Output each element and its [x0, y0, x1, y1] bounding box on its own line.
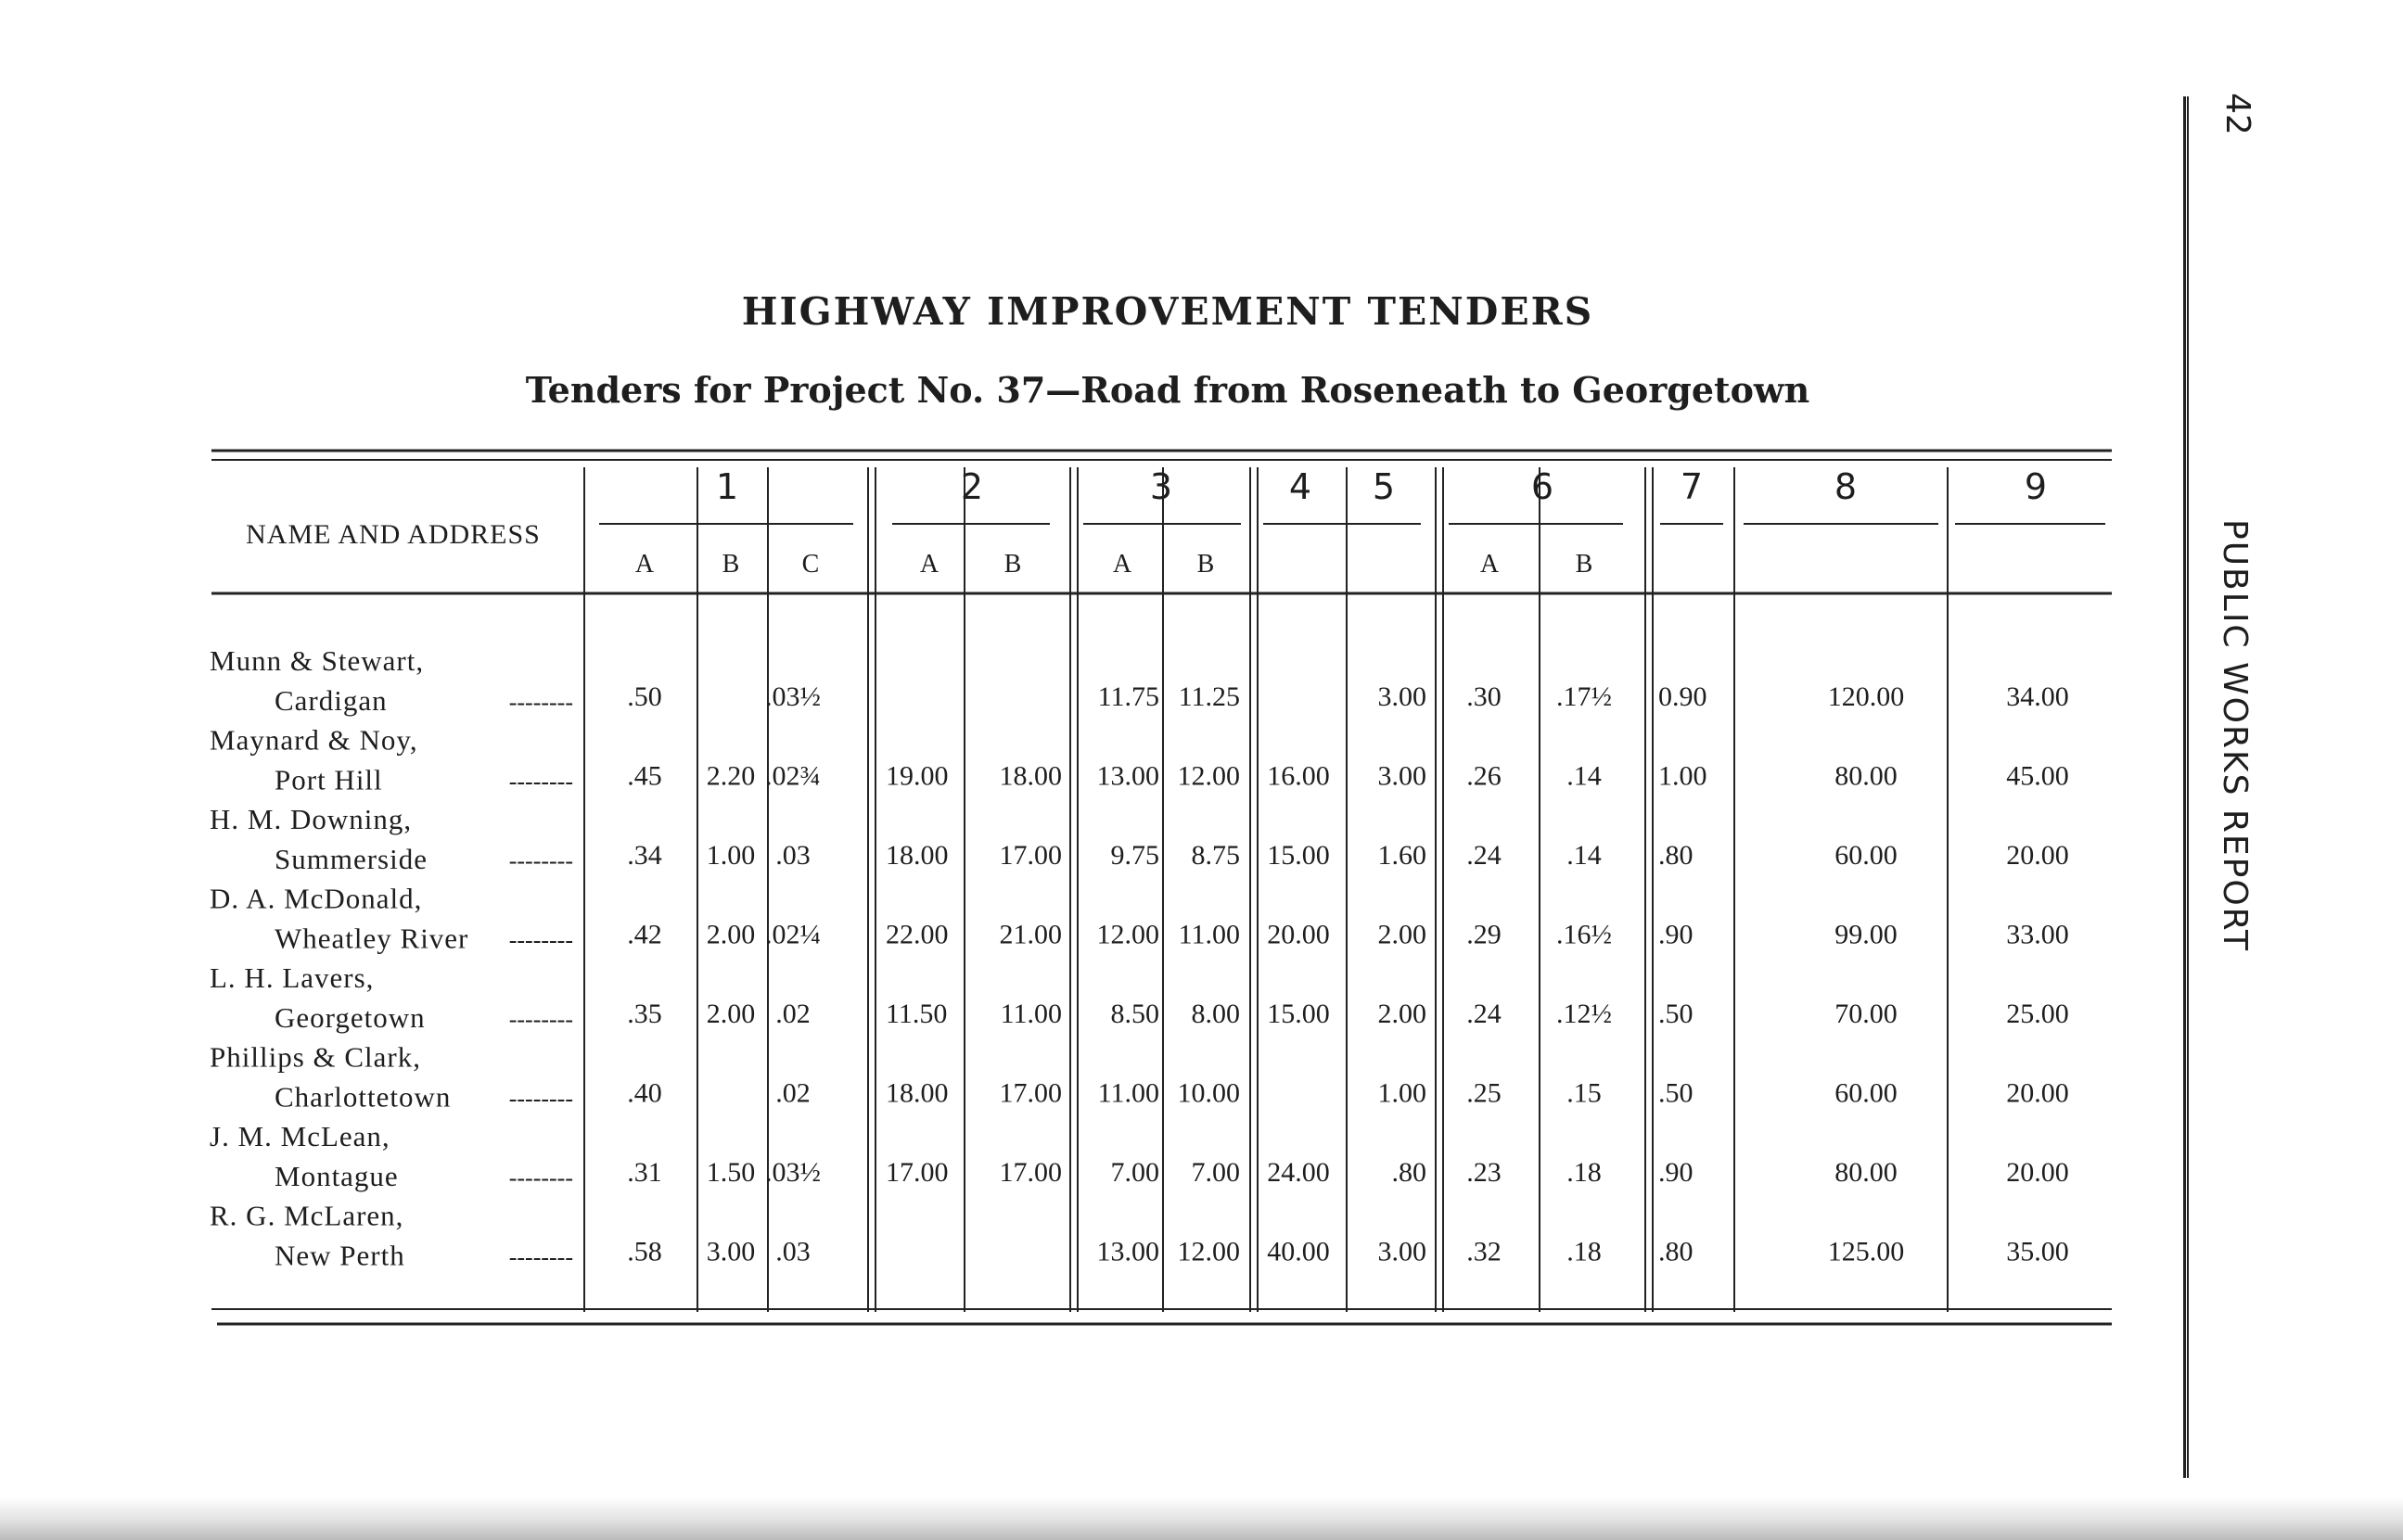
- tender-value: 11.00: [1178, 919, 1240, 950]
- column-sub-label: C: [801, 550, 820, 579]
- name-address-header: NAME AND ADDRESS: [246, 519, 541, 550]
- tender-value: 8.50: [1110, 999, 1159, 1029]
- tender-value: 20.00: [2006, 1077, 2069, 1109]
- tender-value: .12½: [1556, 999, 1612, 1029]
- tender-value: 1.00: [706, 840, 756, 871]
- leader-dashes: --------: [508, 1165, 573, 1191]
- tender-value: .17½: [1556, 681, 1612, 712]
- tender-value: .14: [1566, 840, 1602, 871]
- column-group-label: 3: [1149, 466, 1173, 507]
- document-title: HIGHWAY IMPROVEMENT TENDERS: [741, 289, 1594, 334]
- running-head: PUBLIC WORKS REPORT: [2216, 519, 2254, 953]
- tender-value: 12.00: [1096, 919, 1159, 950]
- tender-value: .03½: [765, 681, 821, 712]
- column-sub-label: A: [1479, 550, 1500, 579]
- tender-value: 11.00: [1097, 1077, 1159, 1109]
- page-number: 42: [2218, 93, 2256, 135]
- tender-name: R. G. McLaren,: [210, 1199, 404, 1232]
- tender-value: 35.00: [2006, 1236, 2069, 1267]
- tender-value: .14: [1566, 760, 1602, 792]
- tender-value: .18: [1566, 1236, 1602, 1267]
- tender-address: Cardigan: [275, 684, 388, 717]
- tender-value: .16½: [1556, 919, 1612, 950]
- tender-value: .29: [1466, 919, 1502, 950]
- tender-value: 11.25: [1178, 681, 1240, 712]
- tender-value: 3.00: [1377, 760, 1426, 792]
- leader-dashes: --------: [508, 1243, 573, 1271]
- tender-name: Phillips & Clark,: [210, 1040, 421, 1074]
- tender-value: .58: [627, 1236, 662, 1267]
- leader-dashes: --------: [508, 689, 573, 716]
- tender-value: .34: [627, 840, 662, 871]
- tender-value: .03½: [765, 1157, 821, 1188]
- tender-value: 25.00: [2006, 999, 2069, 1029]
- tender-value: 11.00: [1000, 999, 1062, 1029]
- leader-dashes: --------: [508, 1006, 573, 1033]
- column-sub-label: B: [1003, 550, 1022, 579]
- tender-value: .40: [627, 1077, 662, 1109]
- tender-value: 7.00: [1110, 1157, 1159, 1188]
- tender-value: .50: [627, 681, 662, 712]
- tender-value: 120.00: [1827, 681, 1905, 712]
- column-group-label: 5: [1372, 466, 1396, 507]
- leader-dashes: --------: [508, 926, 573, 954]
- tender-value: .32: [1466, 1236, 1502, 1267]
- tender-value: 20.00: [2006, 840, 2069, 871]
- tender-value: 11.75: [1097, 681, 1159, 712]
- tender-value: .18: [1566, 1157, 1602, 1188]
- tender-value: 11.50: [886, 999, 948, 1029]
- tender-value: 21.00: [999, 919, 1062, 950]
- tender-value: .90: [1658, 1157, 1694, 1188]
- tender-address: Summerside: [275, 843, 428, 875]
- tender-address: Montague: [275, 1160, 399, 1192]
- tender-value: .02: [775, 1077, 811, 1109]
- tender-value: .42: [627, 919, 662, 950]
- column-sub-label: A: [634, 550, 655, 579]
- tender-value: 18.00: [999, 760, 1062, 792]
- tender-value: 2.00: [1377, 919, 1426, 950]
- tender-value: .02¾: [765, 760, 821, 792]
- tender-value: .35: [627, 999, 662, 1029]
- column-sub-label: B: [1575, 550, 1593, 579]
- column-group-label: 4: [1288, 466, 1312, 507]
- tender-value: 33.00: [2006, 919, 2069, 950]
- tender-value: 1.50: [706, 1157, 756, 1188]
- tender-value: 34.00: [2006, 681, 2069, 712]
- tender-value: .45: [627, 760, 662, 792]
- tender-value: 13.00: [1096, 760, 1159, 792]
- tender-value: .50: [1658, 1077, 1694, 1109]
- tender-address: Port Hill: [275, 763, 383, 796]
- tender-value: .02¼: [765, 919, 821, 950]
- column-group-label: 9: [2024, 466, 2048, 507]
- tender-value: 12.00: [1177, 1236, 1240, 1267]
- tender-value: 17.00: [999, 1077, 1062, 1109]
- tender-value: .31: [627, 1157, 662, 1188]
- tender-value: 60.00: [1834, 840, 1898, 871]
- tender-value: 1.00: [1377, 1077, 1426, 1109]
- tender-name: L. H. Lavers,: [210, 961, 375, 994]
- tender-value: 60.00: [1834, 1077, 1898, 1109]
- tender-value: 22.00: [886, 919, 949, 950]
- tender-value: 0.90: [1658, 681, 1707, 712]
- tender-value: 18.00: [886, 840, 949, 871]
- tender-value: .15: [1566, 1077, 1602, 1109]
- tender-value: .23: [1466, 1157, 1502, 1188]
- tender-value: .80: [1391, 1157, 1426, 1188]
- tender-name: J. M. McLean,: [210, 1120, 390, 1152]
- tender-value: 2.00: [706, 919, 756, 950]
- column-sub-label: A: [1112, 550, 1132, 579]
- tender-value: 17.00: [886, 1157, 949, 1188]
- tender-name: H. M. Downing,: [210, 803, 413, 835]
- tender-value: .24: [1466, 840, 1502, 871]
- tender-value: .25: [1466, 1077, 1502, 1109]
- tender-value: 17.00: [999, 840, 1062, 871]
- leader-dashes: --------: [508, 1085, 573, 1113]
- tender-value: .50: [1658, 999, 1694, 1029]
- column-group-label: 8: [1834, 466, 1858, 507]
- tender-value: 3.00: [706, 1236, 756, 1267]
- tender-value: 70.00: [1834, 999, 1898, 1029]
- column-sub-label: B: [1196, 550, 1215, 579]
- tender-address: Georgetown: [275, 1001, 426, 1034]
- tender-value: 7.00: [1191, 1157, 1240, 1188]
- tender-name: D. A. McDonald,: [210, 882, 423, 915]
- tender-value: 10.00: [1177, 1077, 1240, 1109]
- tender-value: 80.00: [1834, 760, 1898, 792]
- tender-address: New Perth: [275, 1239, 405, 1272]
- leader-dashes: --------: [508, 847, 573, 874]
- tender-value: 45.00: [2006, 760, 2069, 792]
- tender-value: 2.00: [706, 999, 756, 1029]
- tender-value: 125.00: [1827, 1236, 1905, 1267]
- column-group-label: 6: [1530, 466, 1554, 507]
- tender-value: 18.00: [886, 1077, 949, 1109]
- tender-value: 3.00: [1377, 1236, 1426, 1267]
- tender-value: 80.00: [1834, 1157, 1898, 1188]
- column-group-label: 7: [1680, 466, 1704, 507]
- tender-value: 20.00: [2006, 1157, 2069, 1188]
- tender-value: 3.00: [1377, 681, 1426, 712]
- column-group-label: 1: [715, 466, 739, 507]
- tender-value: 24.00: [1267, 1157, 1330, 1188]
- tender-value: 16.00: [1267, 760, 1330, 792]
- tender-value: 99.00: [1834, 919, 1898, 950]
- tender-value: .30: [1466, 681, 1502, 712]
- tender-value: .90: [1658, 919, 1694, 950]
- document-subtitle: Tenders for Project No. 37—Road from Roseneath to Georgetown: [525, 369, 1810, 411]
- tender-value: .03: [775, 1236, 811, 1267]
- tender-name: Munn & Stewart,: [210, 644, 425, 677]
- tender-value: .80: [1658, 840, 1694, 871]
- leader-dashes: --------: [508, 768, 573, 795]
- tender-value: 2.00: [1377, 999, 1426, 1029]
- tender-value: 20.00: [1267, 919, 1330, 950]
- tender-value: 1.60: [1377, 840, 1426, 871]
- tender-value: .26: [1466, 760, 1502, 792]
- tender-value: 9.75: [1110, 840, 1159, 871]
- tender-value: 2.20: [706, 760, 756, 792]
- tender-value: 8.00: [1191, 999, 1240, 1029]
- tender-address: Wheatley River: [275, 922, 469, 955]
- tender-value: 15.00: [1267, 999, 1330, 1029]
- column-sub-label: B: [722, 550, 740, 579]
- tender-value: 8.75: [1191, 840, 1240, 871]
- tender-value: 40.00: [1267, 1236, 1330, 1267]
- tender-value: .24: [1466, 999, 1502, 1029]
- column-sub-label: A: [919, 550, 939, 579]
- tender-value: 12.00: [1177, 760, 1240, 792]
- column-group-label: 2: [960, 466, 984, 507]
- tender-value: 13.00: [1096, 1236, 1159, 1267]
- tender-name: Maynard & Noy,: [210, 723, 418, 757]
- tender-value: .80: [1658, 1236, 1694, 1267]
- tender-value: .03: [775, 840, 811, 871]
- tender-value: 1.00: [1658, 760, 1707, 792]
- tender-value: 19.00: [886, 760, 949, 792]
- tender-value: 17.00: [999, 1157, 1062, 1188]
- tender-address: Charlottetown: [275, 1080, 452, 1114]
- tender-value: .02: [775, 999, 811, 1029]
- tender-value: 15.00: [1267, 840, 1330, 871]
